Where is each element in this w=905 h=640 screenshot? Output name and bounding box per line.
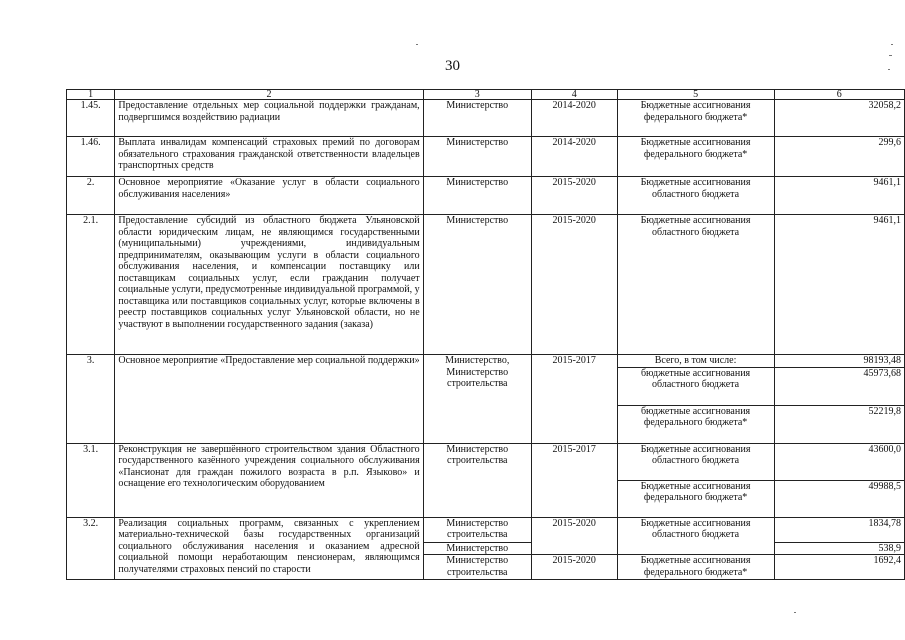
page-number: 30	[445, 58, 460, 74]
period: 2015-2020	[531, 517, 617, 555]
row-number: 3.2.	[67, 517, 115, 580]
amount: 49988,5	[774, 480, 904, 517]
executor: Министерство, Министерство строительства	[423, 355, 531, 444]
executor: Министерство строительства	[423, 555, 531, 580]
executor: Министерство строительства	[423, 443, 531, 517]
column-number: 3	[423, 90, 531, 100]
funding-source: Бюджетные ассигнования областного бюджета	[617, 215, 774, 355]
measure-name: Реконструкция не завершённого строительством здания Областного государственного казённого учреждения социального обслуживания «Пансионат для граждан пожилого возраста в р.п. Языково» и оснащение его технологическим оборудованием	[115, 443, 423, 517]
funding-source: бюджетные ассигнования федерального бюджета*	[617, 405, 774, 443]
funding-source: Бюджетные ассигнования областного бюджета	[617, 517, 774, 555]
executor: Министерство	[423, 137, 531, 177]
measure-name: Основное мероприятие «Оказание услуг в области социального обслуживания населения»	[115, 177, 423, 215]
scan-mark	[891, 44, 893, 45]
program-table	[66, 89, 905, 580]
funding-source: бюджетные ассигнования областного бюджета	[617, 367, 774, 405]
amount: 299,6	[774, 137, 904, 177]
table-row	[67, 137, 905, 177]
executor: Министерство	[423, 542, 531, 555]
funding-source: Бюджетные ассигнования федерального бюджета*	[617, 137, 774, 177]
amount: 538,9	[774, 542, 904, 555]
measure-name: Предоставление субсидий из областного бюджета Ульяновской области юридическим лицам, не являющимся государственными (муниципальными) учреждениями, индивидуальным предпринимателям, оказывающим услуги в области социального обслуживания населения, и компенсации поставщику или поставщикам социальных услуг, если гражданин получает социальные услуги, предусмотренные индивидуальной программой, у поставщика или поставщиков социальных услуг, которые включены в реестр поставщиков социальных услуг Ульяновской области, но не участвуют в выполнении государственного задания (заказа)	[115, 215, 423, 355]
executor: Министерство	[423, 177, 531, 215]
amount: 9461,1	[774, 177, 904, 215]
amount: 52219,8	[774, 405, 904, 443]
column-number: 5	[617, 90, 774, 100]
measure-name: Реализация социальных программ, связанных с укреплением материально-технической базы государственных организаций социального обслуживания населения и оказанием адресной социальной помощи неработающим пенсионерам, являющимся получателями страховых пенсий по старости	[115, 517, 423, 580]
column-number: 6	[774, 90, 904, 100]
executor: Министерство	[423, 100, 531, 137]
period: 2015-2017	[531, 355, 617, 444]
row-number: 1.46.	[67, 137, 115, 177]
period: 2014-2020	[531, 137, 617, 177]
row-number: 1.45.	[67, 100, 115, 137]
column-number: 1	[67, 90, 115, 100]
row-number: 2.	[67, 177, 115, 215]
table-header-row	[67, 90, 905, 100]
period: 2014-2020	[531, 100, 617, 137]
funding-source: Бюджетные ассигнования областного бюджета	[617, 177, 774, 215]
funding-source: Бюджетные ассигнования областного бюджета	[617, 443, 774, 480]
executor: Министерство строительства	[423, 517, 531, 542]
scan-mark	[889, 55, 892, 56]
column-number: 2	[115, 90, 423, 100]
column-number: 4	[531, 90, 617, 100]
funding-source: Бюджетные ассигнования федерального бюджета*	[617, 480, 774, 517]
funding-source: Бюджетные ассигнования федерального бюджета*	[617, 100, 774, 137]
table-row	[67, 215, 905, 355]
row-number: 3.	[67, 355, 115, 444]
period: 2015-2020	[531, 215, 617, 355]
amount: 43600,0	[774, 443, 904, 480]
table-row	[67, 517, 905, 542]
row-number: 3.1.	[67, 443, 115, 517]
funding-source: Бюджетные ассигнования федерального бюджета*	[617, 555, 774, 580]
executor: Министерство	[423, 215, 531, 355]
amount: 98193,48	[774, 355, 904, 368]
period: 2015-2017	[531, 443, 617, 517]
scan-mark	[416, 44, 418, 45]
funding-source: Всего, в том числе:	[617, 355, 774, 368]
amount: 45973,68	[774, 367, 904, 405]
amount: 32058,2	[774, 100, 904, 137]
measure-name: Основное мероприятие «Предоставление мер социальной поддержки»	[115, 355, 423, 444]
table-row	[67, 355, 905, 368]
table-row	[67, 177, 905, 215]
row-number: 2.1.	[67, 215, 115, 355]
period: 2015-2020	[531, 177, 617, 215]
scan-mark	[888, 69, 890, 70]
scan-mark	[794, 612, 796, 613]
amount: 1834,78	[774, 517, 904, 542]
measure-name: Предоставление отдельных мер социальной поддержки гражданам, подвергшимся воздействию радиации	[115, 100, 423, 137]
table-row	[67, 100, 905, 137]
measure-name: Выплата инвалидам компенсаций страховых премий по договорам обязательного страхования гражданской ответственности владельцев транспортных средств	[115, 137, 423, 177]
amount: 9461,1	[774, 215, 904, 355]
period: 2015-2020	[531, 555, 617, 580]
table-row	[67, 443, 905, 480]
amount: 1692,4	[774, 555, 904, 580]
